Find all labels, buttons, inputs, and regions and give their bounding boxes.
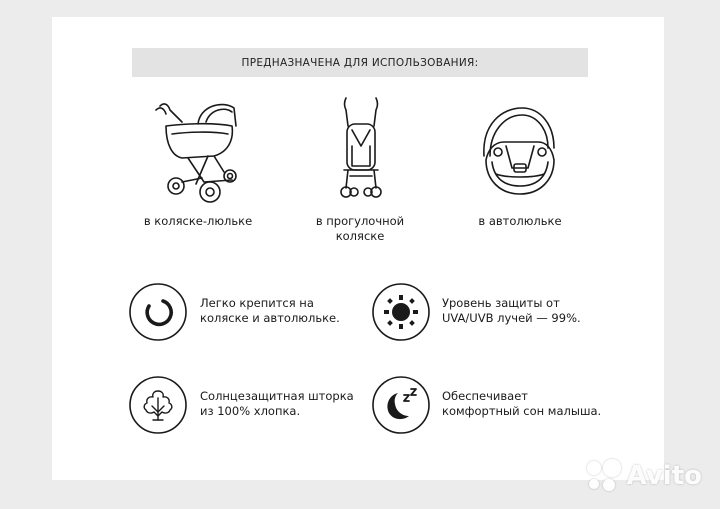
avito-watermark xyxy=(587,459,702,493)
feature-uv-line1: Уровень защиты от xyxy=(442,296,560,310)
use-label-stroller-2: коляске xyxy=(335,229,385,243)
sun-icon xyxy=(372,283,430,341)
moon-sleep-icon xyxy=(372,376,430,434)
usage-banner xyxy=(132,48,588,77)
use-label-carseat: в автолюльке xyxy=(478,214,562,228)
avito-logo-icon xyxy=(587,459,621,493)
feature-cotton-line2: из 100% хлопка. xyxy=(200,404,301,418)
use-label-stroller-1: в прогулочной xyxy=(315,214,405,228)
avito-watermark-text: Avito xyxy=(626,461,702,491)
feature-sleep-line1: Обеспечивает xyxy=(442,389,529,403)
usage-banner-title: ПРЕДНАЗНАЧЕНА ДЛЯ ИСПОЛЬЗОВАНИЯ: xyxy=(241,56,479,69)
cotton-flower-icon xyxy=(129,376,187,434)
umbrella-stroller-icon xyxy=(338,96,384,200)
car-seat-icon xyxy=(476,102,560,198)
feature-uv-line2: UVA/UVB лучей — 99%. xyxy=(442,311,581,325)
bassinet-stroller-icon xyxy=(152,96,242,208)
use-label-bassinet: в коляске-люльке xyxy=(143,214,253,228)
feature-attach-line2: коляске и автолюльке. xyxy=(200,311,340,325)
attach-ring-icon xyxy=(129,283,187,341)
feature-cotton-line1: Солнцезащитная шторка xyxy=(200,389,354,403)
feature-attach-line1: Легко крепится на xyxy=(200,296,314,310)
feature-sleep-line2: комфортный сон малыша. xyxy=(442,404,602,418)
